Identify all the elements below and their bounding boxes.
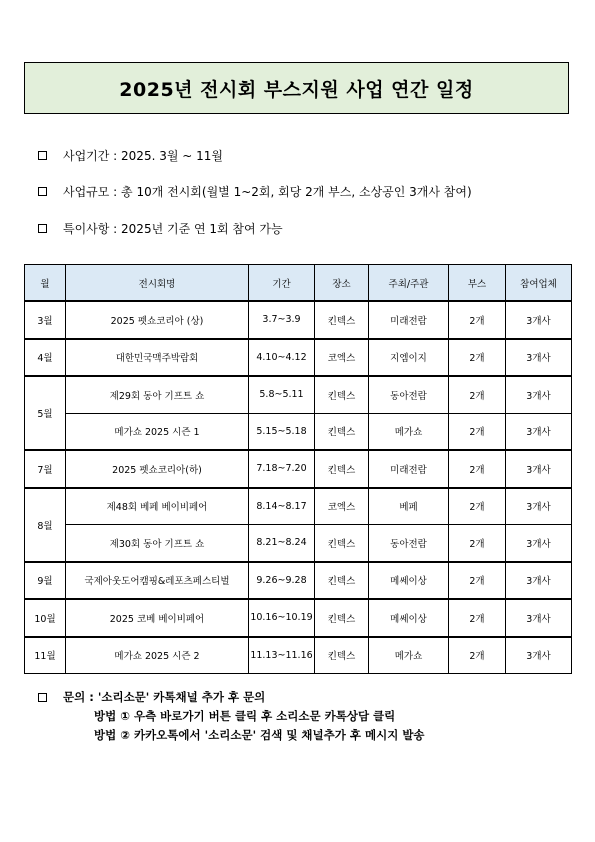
table-row [25,562,572,600]
exhibition-name-cell: 2025 펫쇼코리아 (상) [66,301,249,339]
booth-cell: 2개 [449,413,506,450]
exhibition-name-cell: 제30회 동아 기프트 쇼 [66,525,249,562]
month-cell: 11월 [25,637,66,674]
schedule-table [24,264,572,674]
organizer-cell: 미래전람 [369,450,449,488]
month-cell: 4월 [25,339,66,377]
period-cell: 5.15~5.18 [249,413,315,450]
participants-cell: 3개사 [506,450,572,488]
venue-cell: 킨텍스 [315,637,369,674]
organizer-cell: 메가쇼 [369,413,449,450]
month-cell: 5월 [25,376,66,450]
table-header-row [25,265,572,302]
participants-cell: 3개사 [506,637,572,674]
exhibition-name-cell: 2025 코베 베이비페어 [66,599,249,637]
column-header: 참여업체 [506,265,572,302]
venue-cell: 킨텍스 [315,562,369,600]
exhibition-name-cell: 메가쇼 2025 시즌 1 [66,413,249,450]
table-row [25,637,572,674]
month-cell: 7월 [25,450,66,488]
exhibition-name-cell: 제29회 동아 기프트 쇼 [66,376,249,413]
participants-cell: 3개사 [506,488,572,525]
period-cell: 3.7~3.9 [249,301,315,339]
booth-cell: 2개 [449,376,506,413]
table-row [25,376,572,413]
exhibition-name-cell: 대한민국맥주박람회 [66,339,249,377]
venue-cell: 킨텍스 [315,450,369,488]
inquiry-main: 문의 : '소리소문' 카톡채널 추가 후 문의 [63,690,266,704]
month-cell: 3월 [25,301,66,339]
organizer-cell: 메가쇼 [369,637,449,674]
exhibition-name-cell: 국제아웃도어캠핑&레포츠페스티벌 [66,562,249,600]
column-header: 기간 [249,265,315,302]
participants-cell: 3개사 [506,339,572,377]
participants-cell: 3개사 [506,599,572,637]
venue-cell: 킨텍스 [315,525,369,562]
organizer-cell: 동아전람 [369,376,449,413]
table-row [25,599,572,637]
checkbox-square-icon [38,187,47,196]
checkbox-square-icon [38,693,47,702]
exhibition-name-cell: 2025 펫쇼코리아(하) [66,450,249,488]
booth-cell: 2개 [449,450,506,488]
table-row [25,301,572,339]
participants-cell: 3개사 [506,376,572,413]
checkbox-square-icon [38,224,47,233]
exhibition-name-cell: 메가쇼 2025 시즌 2 [66,637,249,674]
column-header: 월 [25,265,66,302]
table-body [25,301,572,674]
checkbox-square-icon [38,151,47,160]
page-title: 2025년 전시회 부스지원 사업 연간 일정 [119,78,474,101]
table-row [25,413,572,450]
booth-cell: 2개 [449,301,506,339]
info-note [38,220,283,237]
organizer-cell: 베페 [369,488,449,525]
column-header: 부스 [449,265,506,302]
month-cell: 10월 [25,599,66,637]
participants-cell: 3개사 [506,562,572,600]
booth-cell: 2개 [449,637,506,674]
venue-cell: 킨텍스 [315,413,369,450]
info-period-text: 사업기간 : 2025. 3월 ~ 11월 [63,149,223,163]
info-period [38,147,223,164]
venue-cell: 코엑스 [315,339,369,377]
info-scale [38,183,472,200]
venue-cell: 킨텍스 [315,301,369,339]
exhibition-name-cell: 제48회 베페 베이비페어 [66,488,249,525]
period-cell: 11.13~11.16 [249,637,315,674]
organizer-cell: 동아전람 [369,525,449,562]
table-row [25,525,572,562]
inquiry-method-2: 방법 ② 카카오톡에서 '소리소문' 검색 및 채널추가 후 메시지 발송 [94,728,425,742]
venue-cell: 킨텍스 [315,376,369,413]
period-cell: 8.21~8.24 [249,525,315,562]
table-row [25,339,572,377]
info-scale-text: 사업규모 : 총 10개 전시회(월별 1~2회, 회당 2개 부스, 소상공인 3개사 참여) [63,185,472,199]
column-header: 장소 [315,265,369,302]
organizer-cell: 지엠이지 [369,339,449,377]
column-header: 주최/주관 [369,265,449,302]
period-cell: 10.16~10.19 [249,599,315,637]
period-cell: 4.10~4.12 [249,339,315,377]
organizer-cell: 미래전람 [369,301,449,339]
month-cell: 9월 [25,562,66,600]
organizer-cell: 메쎄이상 [369,562,449,600]
inquiry-section [38,688,425,745]
organizer-cell: 메쎄이상 [369,599,449,637]
booth-cell: 2개 [449,339,506,377]
period-cell: 5.8~5.11 [249,376,315,413]
participants-cell: 3개사 [506,525,572,562]
column-header: 전시회명 [66,265,249,302]
period-cell: 8.14~8.17 [249,488,315,525]
period-cell: 9.26~9.28 [249,562,315,600]
table-row [25,488,572,525]
title-box [24,62,569,114]
booth-cell: 2개 [449,599,506,637]
participants-cell: 3개사 [506,301,572,339]
period-cell: 7.18~7.20 [249,450,315,488]
booth-cell: 2개 [449,562,506,600]
venue-cell: 코엑스 [315,488,369,525]
booth-cell: 2개 [449,488,506,525]
participants-cell: 3개사 [506,413,572,450]
info-note-text: 특이사항 : 2025년 기준 연 1회 참여 가능 [63,222,283,236]
table-row [25,450,572,488]
booth-cell: 2개 [449,525,506,562]
month-cell: 8월 [25,488,66,562]
venue-cell: 킨텍스 [315,599,369,637]
inquiry-method-1: 방법 ① 우측 바로가기 버튼 클릭 후 소리소문 카톡상담 클릭 [94,709,396,723]
